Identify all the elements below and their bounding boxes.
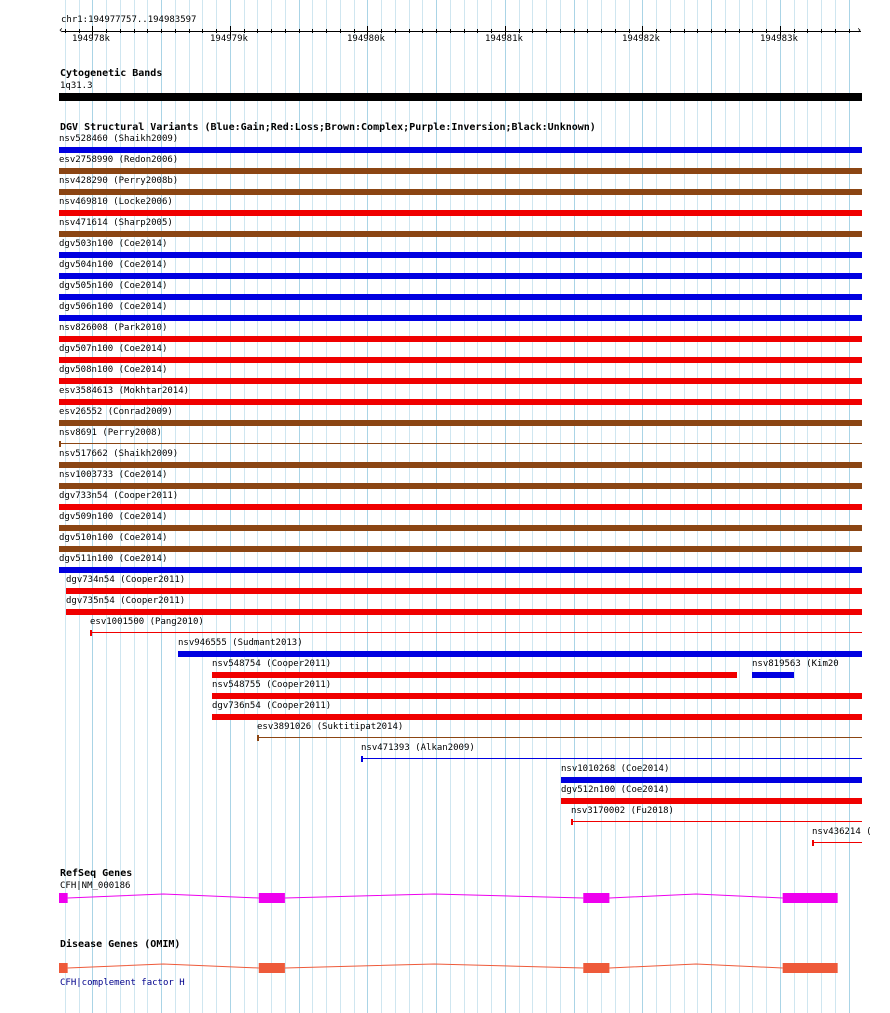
ruler-minor-tick <box>794 29 795 33</box>
ruler-tick-label: 194983k <box>760 34 798 44</box>
cyto-track-title: Cytogenetic Bands <box>60 68 163 79</box>
dgv-feature-label[interactable]: nsv826008 (Park2010) <box>59 323 168 333</box>
dgv-feature-label[interactable]: nsv517662 (Shaikh2009) <box>59 449 179 459</box>
dgv-feature-bar[interactable] <box>59 567 862 573</box>
gene-exon[interactable] <box>783 963 838 973</box>
dgv-feature-bar[interactable] <box>752 672 794 678</box>
refseq-gene-label: CFH|NM_000186 <box>60 881 131 891</box>
ruler-minor-tick <box>120 29 121 33</box>
dgv-feature-bar[interactable] <box>59 231 862 237</box>
dgv-feature-label[interactable]: dgv510n100 (Coe2014) <box>59 533 168 543</box>
dgv-feature-start-cap <box>571 819 573 825</box>
dgv-feature-bar[interactable] <box>59 546 862 552</box>
dgv-feature-bar[interactable] <box>59 273 862 279</box>
dgv-feature-label[interactable]: nsv469810 (Locke2006) <box>59 197 173 207</box>
ruler-minor-tick <box>244 29 245 33</box>
dgv-feature-bar[interactable] <box>66 609 862 615</box>
dgv-feature-label[interactable]: nsv528460 (Shaikh2009) <box>59 134 179 144</box>
region-label: chr1:194977757..194983597 <box>61 15 197 25</box>
dgv-feature-bar[interactable] <box>59 336 862 342</box>
ruler-tick-label: 194978k <box>72 34 110 44</box>
dgv-feature-bar[interactable] <box>66 588 862 594</box>
ruler-minor-tick <box>739 29 740 33</box>
dgv-feature-label[interactable]: dgv736n54 (Cooper2011) <box>212 701 332 711</box>
dgv-feature-start-cap <box>90 630 92 636</box>
ruler-minor-tick <box>216 29 217 33</box>
cyto-band-bar[interactable] <box>59 93 862 101</box>
dgv-feature-bar[interactable] <box>59 315 862 321</box>
ruler-left-arrow-icon: ‹ <box>58 25 65 36</box>
dgv-feature-start-cap <box>59 441 61 447</box>
dgv-feature-bar[interactable] <box>59 294 862 300</box>
ruler-minor-tick <box>491 29 492 33</box>
ruler-tick-label: 194980k <box>347 34 385 44</box>
refseq-track-title: RefSeq Genes <box>60 868 133 879</box>
dgv-feature-label[interactable]: dgv734n54 (Cooper2011) <box>66 575 186 585</box>
ruler-minor-tick <box>519 29 520 33</box>
dgv-feature-bar[interactable] <box>361 758 862 759</box>
dgv-feature-label[interactable]: esv26552 (Conrad2009) <box>59 407 173 417</box>
ruler-minor-tick <box>65 29 66 33</box>
dgv-feature-label[interactable]: nsv819563 (Kim20 <box>752 659 839 669</box>
ruler-minor-tick <box>299 29 300 33</box>
ruler-minor-tick <box>161 29 162 33</box>
ruler-minor-tick <box>587 29 588 33</box>
dgv-feature-label[interactable]: dgv508n100 (Coe2014) <box>59 365 168 375</box>
dgv-feature-bar[interactable] <box>59 420 862 426</box>
dgv-feature-label[interactable]: nsv428290 (Perry2008b) <box>59 176 179 186</box>
dgv-feature-start-cap <box>812 840 814 846</box>
gene-intron-line <box>68 894 783 898</box>
dgv-feature-label[interactable]: esv3584613 (Mokhtar2014) <box>59 386 190 396</box>
dgv-feature-label[interactable]: dgv512n100 (Coe2014) <box>561 785 670 795</box>
ruler-minor-tick <box>175 29 176 33</box>
ruler-minor-tick <box>821 29 822 33</box>
dgv-feature-label[interactable]: nsv946555 (Sudmant2013) <box>178 638 303 648</box>
ruler-minor-tick <box>477 29 478 33</box>
gene-exon[interactable] <box>259 893 285 903</box>
dgv-feature-label[interactable]: esv2758990 (Redon2006) <box>59 155 179 165</box>
ruler-minor-tick <box>752 29 753 33</box>
dgv-feature-label[interactable]: esv3891026 (Suktitipat2014) <box>257 722 404 732</box>
ruler-minor-tick <box>684 29 685 33</box>
dgv-feature-label[interactable]: nsv3170002 (Fu2018) <box>571 806 674 816</box>
ruler-minor-tick <box>395 29 396 33</box>
ruler-minor-tick <box>326 29 327 33</box>
refseq-gene-glyph[interactable] <box>0 884 890 914</box>
omim-gene-label[interactable]: CFH|complement factor H <box>60 978 185 988</box>
dgv-feature-bar[interactable] <box>59 378 862 384</box>
gene-exon[interactable] <box>783 893 838 903</box>
dgv-feature-bar[interactable] <box>59 357 862 363</box>
dgv-feature-label[interactable]: dgv509n100 (Coe2014) <box>59 512 168 522</box>
dgv-feature-bar[interactable] <box>59 210 862 216</box>
dgv-feature-bar[interactable] <box>812 842 862 843</box>
dgv-feature-bar[interactable] <box>59 443 862 444</box>
ruler-minor-tick <box>422 29 423 33</box>
dgv-feature-bar[interactable] <box>59 168 862 174</box>
ruler-minor-tick <box>450 29 451 33</box>
ruler-minor-tick <box>615 29 616 33</box>
ruler-minor-tick <box>285 29 286 33</box>
dgv-feature-label[interactable]: nsv548755 (Cooper2011) <box>212 680 332 690</box>
dgv-feature-label[interactable]: dgv503n100 (Coe2014) <box>59 239 168 249</box>
ruler-minor-tick <box>697 29 698 33</box>
ruler-minor-tick <box>189 29 190 33</box>
dgv-feature-label[interactable]: dgv735n54 (Cooper2011) <box>66 596 186 606</box>
gene-intron-line <box>68 964 783 968</box>
dgv-feature-start-cap <box>257 735 259 741</box>
ruler-minor-tick <box>560 29 561 33</box>
ruler-minor-tick <box>340 29 341 33</box>
dgv-feature-bar[interactable] <box>59 483 862 489</box>
dgv-feature-bar[interactable] <box>59 399 862 405</box>
ruler-minor-tick <box>546 29 547 33</box>
ruler-minor-tick <box>79 29 80 33</box>
dgv-feature-bar[interactable] <box>178 651 862 657</box>
ruler-minor-tick <box>711 29 712 33</box>
gene-exon[interactable] <box>583 893 609 903</box>
dgv-feature-label[interactable]: nsv471393 (Alkan2009) <box>361 743 475 753</box>
ruler-minor-tick <box>202 29 203 33</box>
cyto-band-label: 1q31.3 <box>60 81 93 91</box>
dgv-feature-bar[interactable] <box>59 462 862 468</box>
dgv-feature-start-cap <box>361 756 363 762</box>
dgv-feature-label[interactable]: dgv505n100 (Coe2014) <box>59 281 168 291</box>
ruler-minor-tick <box>381 29 382 33</box>
dgv-feature-label[interactable]: nsv1010268 (Coe2014) <box>561 764 670 774</box>
ruler-minor-tick <box>436 29 437 33</box>
gene-exon[interactable] <box>583 963 609 973</box>
ruler-minor-tick <box>849 29 850 33</box>
dgv-feature-label[interactable]: dgv507n100 (Coe2014) <box>59 344 168 354</box>
ruler-minor-tick <box>257 29 258 33</box>
ruler-minor-tick <box>354 29 355 33</box>
ruler-minor-tick <box>629 29 630 33</box>
ruler-minor-tick <box>807 29 808 33</box>
dgv-feature-bar[interactable] <box>59 189 862 195</box>
dgv-feature-bar[interactable] <box>561 777 862 783</box>
ruler-minor-tick <box>532 29 533 33</box>
dgv-feature-label[interactable]: esv1001500 (Pang2010) <box>90 617 204 627</box>
dgv-feature-bar[interactable] <box>257 737 862 738</box>
ruler-minor-tick <box>409 29 410 33</box>
dgv-feature-label[interactable]: dgv504n100 (Coe2014) <box>59 260 168 270</box>
ruler-minor-tick <box>670 29 671 33</box>
dgv-feature-bar[interactable] <box>90 632 862 633</box>
dgv-feature-label[interactable]: nsv436214 ( <box>812 827 872 837</box>
ruler-minor-tick <box>147 29 148 33</box>
dgv-feature-bar[interactable] <box>571 821 862 822</box>
ruler-tick-label: 194981k <box>485 34 523 44</box>
dgv-feature-bar[interactable] <box>59 252 862 258</box>
dgv-feature-label[interactable]: nsv8691 (Perry2008) <box>59 428 162 438</box>
ruler-minor-tick <box>656 29 657 33</box>
dgv-feature-label[interactable]: nsv1003733 (Coe2014) <box>59 470 168 480</box>
ruler-minor-tick <box>106 29 107 33</box>
ruler-minor-tick <box>271 29 272 33</box>
ruler-minor-tick <box>601 29 602 33</box>
ruler-minor-tick <box>725 29 726 33</box>
gene-exon[interactable] <box>59 893 68 903</box>
omim-track-title: Disease Genes (OMIM) <box>60 939 181 950</box>
ruler-right-arrow-icon: › <box>856 25 863 36</box>
ruler-tick-label: 194979k <box>210 34 248 44</box>
ruler-minor-tick <box>766 29 767 33</box>
dgv-feature-bar[interactable] <box>212 693 862 699</box>
gene-exon[interactable] <box>259 963 285 973</box>
dgv-feature-label[interactable]: dgv733n54 (Cooper2011) <box>59 491 179 501</box>
ruler-tick-label: 194982k <box>622 34 660 44</box>
ruler-axis <box>62 31 861 32</box>
ruler-minor-tick <box>312 29 313 33</box>
gene-exon[interactable] <box>59 963 68 973</box>
dgv-feature-label[interactable]: dgv511n100 (Coe2014) <box>59 554 168 564</box>
dgv-feature-label[interactable]: nsv548754 (Cooper2011) <box>212 659 332 669</box>
dgv-feature-bar[interactable] <box>59 525 862 531</box>
dgv-feature-bar[interactable] <box>212 714 862 720</box>
ruler-minor-tick <box>464 29 465 33</box>
dgv-feature-label[interactable]: nsv471614 (Sharp2005) <box>59 218 173 228</box>
ruler-minor-tick <box>134 29 135 33</box>
dgv-feature-bar[interactable] <box>59 147 862 153</box>
dgv-feature-bar[interactable] <box>59 504 862 510</box>
dgv-feature-bar[interactable] <box>561 798 862 804</box>
dgv-feature-label[interactable]: dgv506n100 (Coe2014) <box>59 302 168 312</box>
dgv-track-title: DGV Structural Variants (Blue:Gain;Red:Loss;Brown:Complex;Purple:Inversion;Black:Unknown) <box>60 122 596 133</box>
dgv-feature-bar[interactable] <box>212 672 737 678</box>
ruler-minor-tick <box>835 29 836 33</box>
ruler-minor-tick <box>574 29 575 33</box>
